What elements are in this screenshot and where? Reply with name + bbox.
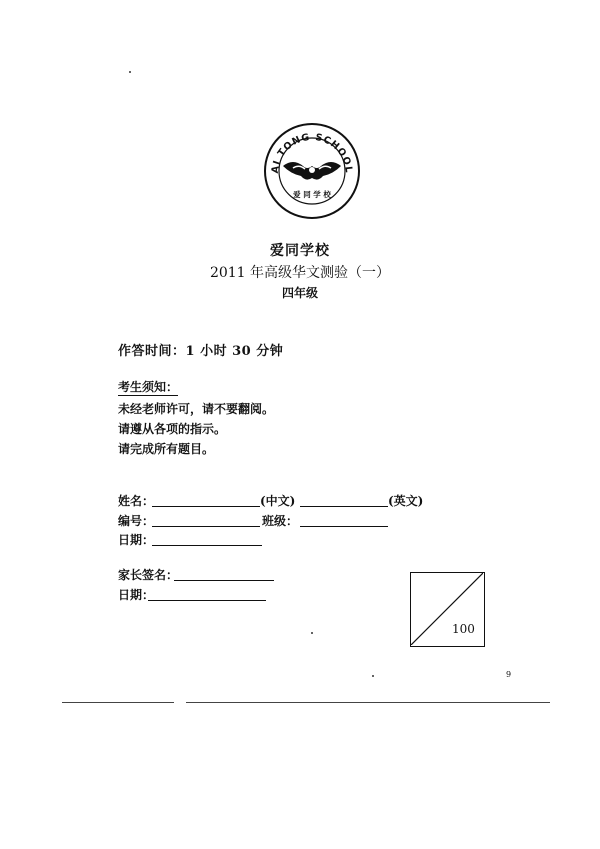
class-label: 班级： xyxy=(262,514,299,528)
parent-signature-field[interactable] xyxy=(174,580,274,581)
footer-mark: 9 xyxy=(506,670,512,679)
logo-ring-text: AI TONG SCHOOL xyxy=(269,131,355,175)
scan-speck xyxy=(372,675,374,677)
logo-inner-text: 爱 同 学 校 xyxy=(293,190,331,199)
divider-line xyxy=(62,702,174,703)
divider-line xyxy=(186,702,550,703)
notice-item: 请完成所有题目。 xyxy=(118,442,215,456)
parent-date-label: 日期： xyxy=(118,588,155,602)
name-label: 姓名： xyxy=(118,494,155,508)
parent-signature-label: 家长签名： xyxy=(118,568,179,582)
notice-item: 未经老师许可，请不要翻阅。 xyxy=(118,402,275,416)
notice-item: 请遵从各项的指示。 xyxy=(118,422,227,436)
chinese-tag: (中文) xyxy=(260,494,296,508)
english-tag: (英文) xyxy=(388,494,424,508)
scan-speck xyxy=(311,632,313,634)
date-field[interactable] xyxy=(152,545,262,546)
exam-duration: 作答时间：1 小时 30 分钟 xyxy=(118,344,284,359)
grade-label: 四年级 xyxy=(281,286,318,300)
class-field[interactable] xyxy=(300,526,388,527)
number-field[interactable] xyxy=(152,526,260,527)
exam-title: 2011 年高级华文测验（一） xyxy=(209,265,391,281)
english-name-field[interactable] xyxy=(300,506,388,507)
number-label: 编号： xyxy=(118,514,155,528)
parent-date-field[interactable] xyxy=(148,600,266,601)
date-label: 日期： xyxy=(118,533,155,547)
chinese-name-field[interactable] xyxy=(152,506,260,507)
scan-speck xyxy=(129,71,131,73)
school-logo xyxy=(263,122,361,220)
school-name: 爱同学校 xyxy=(270,243,330,259)
notice-heading: 考生须知： xyxy=(118,380,179,394)
total-score: 100 xyxy=(452,622,475,636)
